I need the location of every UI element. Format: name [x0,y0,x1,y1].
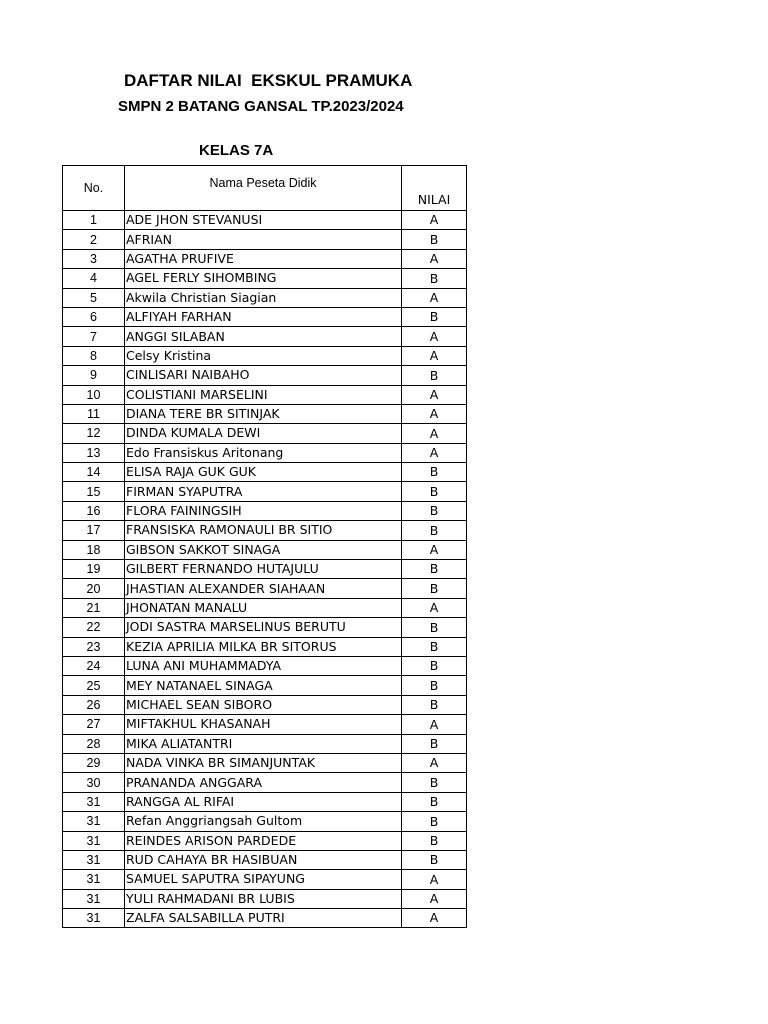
student-name: SAMUEL SAPUTRA SIPAYUNG [125,870,402,889]
grade-value: A [402,753,467,772]
table-row [63,385,467,404]
grade-value: B [402,269,467,288]
grade-value: B [402,501,467,520]
grade-value: A [402,540,467,559]
student-name: MIFTAKHUL KHASANAH [125,715,402,734]
table-row [63,579,467,598]
row-number: 11 [63,404,125,423]
student-name: LUNA ANI MUHAMMADYA [125,656,402,675]
student-name: KEZIA APRILIA MILKA BR SITORUS [125,637,402,656]
table-row [63,463,467,482]
row-number: 15 [63,482,125,501]
student-name: Edo Fransiskus Aritonang [125,443,402,462]
row-number: 17 [63,521,125,540]
student-name: GILBERT FERNANDO HUTAJULU [125,560,402,579]
grade-value: A [402,889,467,908]
table-row [63,734,467,753]
table-row [63,540,467,559]
row-number: 1 [63,211,125,230]
row-number: 31 [63,850,125,869]
row-number: 29 [63,753,125,772]
table-row [63,230,467,249]
student-name: JHASTIAN ALEXANDER SIAHAAN [125,579,402,598]
grade-value: B [402,618,467,637]
student-name: DINDA KUMALA DEWI [125,424,402,443]
grade-value: B [402,831,467,850]
student-name: FIRMAN SYAPUTRA [125,482,402,501]
grade-value: B [402,366,467,385]
row-number: 31 [63,831,125,850]
table-row [63,870,467,889]
table-row [63,521,467,540]
row-number: 3 [63,249,125,268]
class-label: KELAS 7A [199,142,274,159]
grade-value: B [402,307,467,326]
table-row [63,424,467,443]
table-row [63,618,467,637]
grade-value: A [402,211,467,230]
row-number: 27 [63,715,125,734]
school-subtitle: SMPN 2 BATANG GANSAL TP.2023/2024 [118,98,404,115]
table-row [63,889,467,908]
student-name: Akwila Christian Siagian [125,288,402,307]
row-number: 13 [63,443,125,462]
student-name: JODI SASTRA MARSELINUS BERUTU [125,618,402,637]
grade-value: B [402,812,467,831]
student-name: ALFIYAH FARHAN [125,307,402,326]
student-name: ANGGI SILABAN [125,327,402,346]
student-name: JHONATAN MANALU [125,598,402,617]
student-name: ELISA RAJA GUK GUK [125,463,402,482]
grade-value: B [402,734,467,753]
grade-value: A [402,327,467,346]
table-row [63,346,467,365]
table-row [63,560,467,579]
student-name: DIANA TERE BR SITINJAK [125,404,402,423]
grade-value: B [402,482,467,501]
grade-value: B [402,463,467,482]
student-name: MICHAEL SEAN SIBORO [125,695,402,714]
row-number: 23 [63,637,125,656]
row-number: 21 [63,598,125,617]
grade-value: A [402,346,467,365]
table-row [63,404,467,423]
table-row [63,288,467,307]
column-header-no: No. [63,166,125,211]
student-name: PRANANDA ANGGARA [125,773,402,792]
student-name: COLISTIANI MARSELINI [125,385,402,404]
grade-value: B [402,230,467,249]
student-name: AFRIAN [125,230,402,249]
table-row [63,366,467,385]
grade-value: A [402,385,467,404]
grade-value: B [402,521,467,540]
grade-value: B [402,792,467,811]
row-number: 9 [63,366,125,385]
student-name: Refan Anggriangsah Gultom [125,812,402,831]
grade-value: A [402,443,467,462]
table-row [63,773,467,792]
document-title: DAFTAR NILAI EKSKUL PRAMUKA [124,71,413,90]
grade-value: B [402,560,467,579]
table-row [63,831,467,850]
table-row [63,211,467,230]
row-number: 6 [63,307,125,326]
row-number: 26 [63,695,125,714]
row-number: 22 [63,618,125,637]
row-number: 31 [63,812,125,831]
grade-value: A [402,909,467,928]
table-row [63,598,467,617]
grades-table [62,165,467,928]
row-number: 30 [63,773,125,792]
row-number: 31 [63,889,125,908]
student-name: MIKA ALIATANTRI [125,734,402,753]
grade-value: A [402,424,467,443]
row-number: 14 [63,463,125,482]
row-number: 8 [63,346,125,365]
table-row [63,715,467,734]
table-row [63,327,467,346]
row-number: 10 [63,385,125,404]
student-name: RUD CAHAYA BR HASIBUAN [125,850,402,869]
row-number: 28 [63,734,125,753]
row-number: 31 [63,792,125,811]
row-number: 2 [63,230,125,249]
student-name: ADE JHON STEVANUSI [125,211,402,230]
table-row [63,656,467,675]
table-body [63,211,467,928]
row-number: 12 [63,424,125,443]
grade-value: A [402,404,467,423]
row-number: 7 [63,327,125,346]
student-name: AGEL FERLY SIHOMBING [125,269,402,288]
table-row [63,792,467,811]
table-row [63,637,467,656]
student-name: FLORA FAININGSIH [125,501,402,520]
student-name: RANGGA AL RIFAI [125,792,402,811]
grade-value: B [402,656,467,675]
grade-value: B [402,850,467,869]
table-row [63,249,467,268]
table-row [63,812,467,831]
student-name: ZALFA SALSABILLA PUTRI [125,909,402,928]
student-name: CINLISARI NAIBAHO [125,366,402,385]
row-number: 19 [63,560,125,579]
table-row [63,753,467,772]
grade-value: A [402,870,467,889]
table-row [63,482,467,501]
row-number: 20 [63,579,125,598]
grade-value: B [402,773,467,792]
grade-value: A [402,288,467,307]
grade-value: A [402,715,467,734]
row-number: 18 [63,540,125,559]
row-number: 25 [63,676,125,695]
student-name: NADA VINKA BR SIMANJUNTAK [125,753,402,772]
table-header-row [63,166,467,211]
student-name: FRANSISKA RAMONAULI BR SITIO [125,521,402,540]
table-row [63,909,467,928]
table-row [63,676,467,695]
column-header-nilai: NILAI [402,166,467,211]
grade-value: B [402,676,467,695]
grade-value: A [402,249,467,268]
table-row [63,307,467,326]
column-header-name: Nama Peseta Didik [125,166,402,211]
table-row [63,695,467,714]
student-name: REINDES ARISON PARDEDE [125,831,402,850]
table-row [63,501,467,520]
row-number: 16 [63,501,125,520]
grade-value: B [402,637,467,656]
row-number: 4 [63,269,125,288]
student-name: MEY NATANAEL SINAGA [125,676,402,695]
row-number: 31 [63,870,125,889]
grade-value: B [402,695,467,714]
student-name: YULI RAHMADANI BR LUBIS [125,889,402,908]
row-number: 5 [63,288,125,307]
grade-value: A [402,598,467,617]
row-number: 24 [63,656,125,675]
grade-value: B [402,579,467,598]
student-name: GIBSON SAKKOT SINAGA [125,540,402,559]
row-number: 31 [63,909,125,928]
student-name: Celsy Kristina [125,346,402,365]
table-row [63,269,467,288]
student-name: AGATHA PRUFIVE [125,249,402,268]
table-row [63,443,467,462]
table-row [63,850,467,869]
